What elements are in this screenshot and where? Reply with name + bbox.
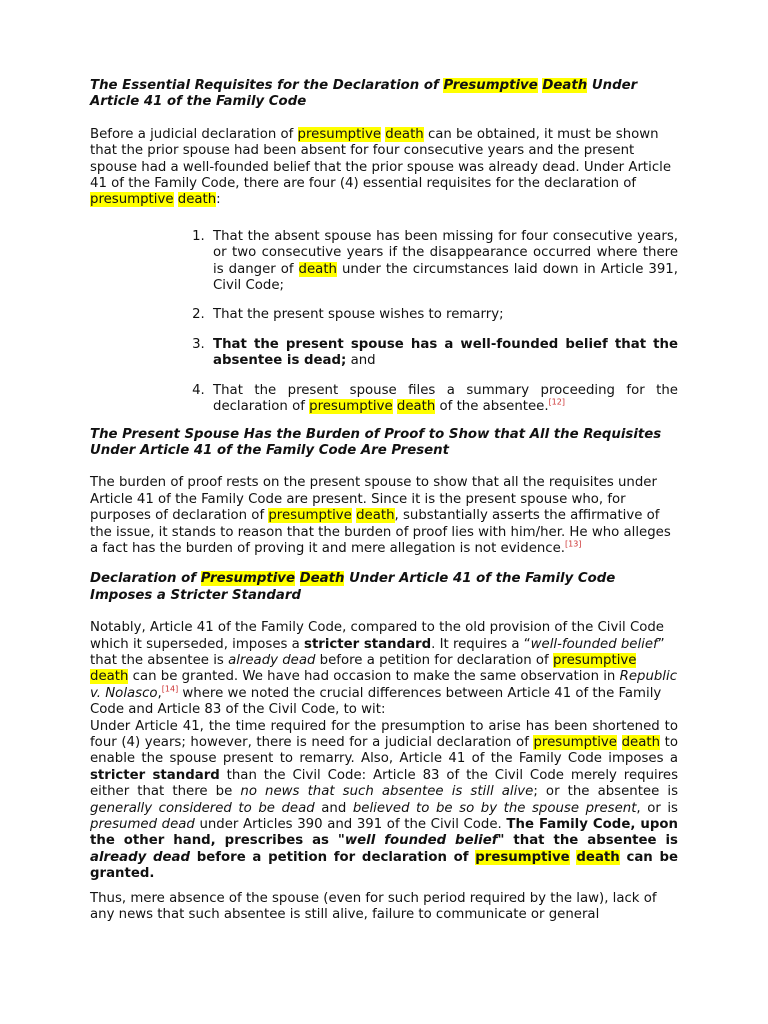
paragraph-text: . It requires a “ (431, 636, 531, 652)
bold-text: The Family Code, upon the other hand, prescribes as " (90, 817, 678, 849)
bold-text: before a petition for declaration of (190, 849, 476, 865)
list-item (209, 229, 678, 295)
highlight-death: death (385, 126, 424, 142)
paragraph-text: to enable the spouse present to remarry. Also, Article 41 of the Family Code imposes a (90, 735, 678, 767)
bold-italic-text: already dead (90, 849, 190, 865)
paragraph-text: where we noted the crucial differences between Article 41 of the Family Code and Article 83 of the Civil Code, to wit: (90, 685, 662, 718)
italic-text: already dead (228, 652, 316, 668)
document-page (90, 78, 678, 923)
list-item (209, 383, 678, 416)
heading-text: Declaration of (90, 571, 201, 587)
heading-text: Under Article 41 of the Family Code Imposes a Stricter Standard (90, 571, 616, 603)
italic-text: no news that such absentee is still alive (240, 784, 534, 800)
highlight-death: Death (542, 78, 588, 93)
highlight-presumptive: presumptive (297, 126, 382, 142)
highlight-death: death (396, 399, 436, 415)
highlight-death: death (356, 508, 395, 524)
highlight-presumptive: presumptive (475, 849, 570, 865)
list-item (209, 307, 678, 323)
list-item (209, 337, 678, 370)
list-item-text: and (346, 353, 376, 369)
footnote-reference[interactable]: [14] (161, 684, 179, 694)
paragraph-quoted-ruling (90, 719, 678, 883)
bold-text: " that the absentee is (497, 833, 678, 849)
paragraph-text: under Articles 390 and 391 of the Civil Code. (194, 817, 507, 833)
paragraph-text: Before a judicial declaration of (90, 126, 298, 142)
paragraph-burden (90, 475, 678, 557)
italic-text: believed to be so by the spouse present (352, 800, 637, 816)
paragraph-text: can be granted. We have had occasion to make the same observation in (128, 669, 620, 685)
paragraph-text: , or is (636, 800, 678, 816)
highlight-death: death (576, 849, 620, 865)
paragraph-text: can be obtained, it must be shown that the prior spouse had been absent for four consecutive years and the present spouse had a well-founded belief that the prior spouse was already dead. Under Article 41 of the Family Code, there are four (4) essential requisites for the declaration of (90, 126, 672, 192)
paragraph-text: Under Article 41, the time required for the presumption to arise has been shortened to four (4) years; however, there is need for a judicial declaration of (90, 718, 678, 750)
highlight-death: Death (299, 571, 345, 587)
paragraph-text: The burden of proof rests on the present spouse to show that all the requisites under Article 41 of the Family Code are present. Since it is the present spouse who, for purposes of declaration of (90, 475, 657, 524)
bold-text: stricter standard (304, 636, 432, 652)
paragraph-text: ” that the absentee is (90, 636, 665, 668)
highlight-presumptive: presumptive (552, 652, 637, 668)
case-citation: Republic v. Nolasco (90, 669, 678, 701)
paragraph-text: : (216, 192, 221, 208)
bold-text: stricter standard (90, 767, 220, 783)
list-item-text: That the present spouse wishes to remarry; (213, 307, 504, 323)
paragraph-text: ; or the absentee is (533, 784, 678, 800)
heading-text: Under Article 41 of the Family Code (90, 78, 638, 110)
paragraph-text: than the Civil Code: Article 83 of the Civil Code merely requires either that there be (90, 767, 679, 800)
list-item-bold-text: That the present spouse has a well-founded belief that the absentee is dead; (213, 336, 678, 369)
footnote-reference[interactable]: [12] (548, 397, 565, 407)
highlight-presumptive: presumptive (533, 735, 617, 750)
highlight-death: death (298, 261, 337, 277)
paragraph-text: and (314, 800, 353, 816)
paragraph-notably: Notably, Article 41 of the Family Code, compared to the old provision of the Civil Code which it superseded, imposes a stricter standard. It requires a “well-founded belief” that the absentee is already dead before a petition for declaration of presumptive death can be granted. We have had occasion to make the same observation in Republic v. Nolasco,[14] where we noted the crucial differences between Article 41 of the Family Code and Article 83 of the Civil Code, to wit: (90, 620, 678, 718)
list-item-text: That the absent spouse has been missing for four consecutive years, or two consecutive years if the disappearance occurred where there is danger of (213, 228, 678, 277)
paragraph-text: before a petition for declaration of (315, 652, 553, 668)
paragraph-intro (90, 127, 678, 209)
bold-text: can be granted. (90, 849, 678, 882)
heading-text: The Essential Requisites for the Declaration of (90, 78, 444, 93)
list-item-text: That the present spouse files a summary proceeding for the declaration of (213, 382, 678, 415)
highlight-death: death (90, 669, 129, 685)
list-item-text: of the absentee. (435, 399, 549, 415)
paragraph-thus: Thus, mere absence of the spouse (even for such period required by the law), lack of any news that such absentee is still alive, failure to communicate or general (90, 890, 657, 923)
highlight-presumptive: Presumptive (200, 571, 295, 587)
highlight-presumptive: Presumptive (443, 78, 538, 93)
paragraph-text: Notably, Article 41 of the Family Code, compared to the old provision of the Civil Code which it superseded, imposes a (90, 620, 664, 652)
paragraph-text: , substantially asserts the affirmative of the issue, it stands to reason that the burden of proof lies with him/her. He who alleges a fact has the burden of proving it and mere allegation is not evidence. (90, 508, 671, 556)
highlight-presumptive: presumptive (90, 192, 174, 208)
highlight-death: death (177, 192, 217, 208)
section-heading-burden-of-proof: The Present Spouse Has the Burden of Proof to Show that All the Requisites Under Article 41 of the Family Code Are Present (90, 426, 662, 458)
section-heading-essential-requisites (90, 78, 678, 111)
highlight-presumptive: presumptive (309, 399, 393, 415)
bold-italic-text: well founded belief (344, 833, 498, 849)
requisites-list (90, 229, 678, 416)
italic-text: well-founded belief (530, 636, 658, 652)
list-item-text: under the circumstances laid down in Article 391, Civil Code; (213, 261, 678, 294)
italic-text: presumed dead (90, 817, 195, 833)
section-heading-stricter-standard (90, 571, 678, 604)
highlight-presumptive: presumptive (268, 508, 352, 524)
footnote-reference[interactable]: [13] (565, 539, 582, 549)
italic-text: generally considered to be dead (90, 800, 315, 816)
highlight-death: death (621, 735, 661, 750)
